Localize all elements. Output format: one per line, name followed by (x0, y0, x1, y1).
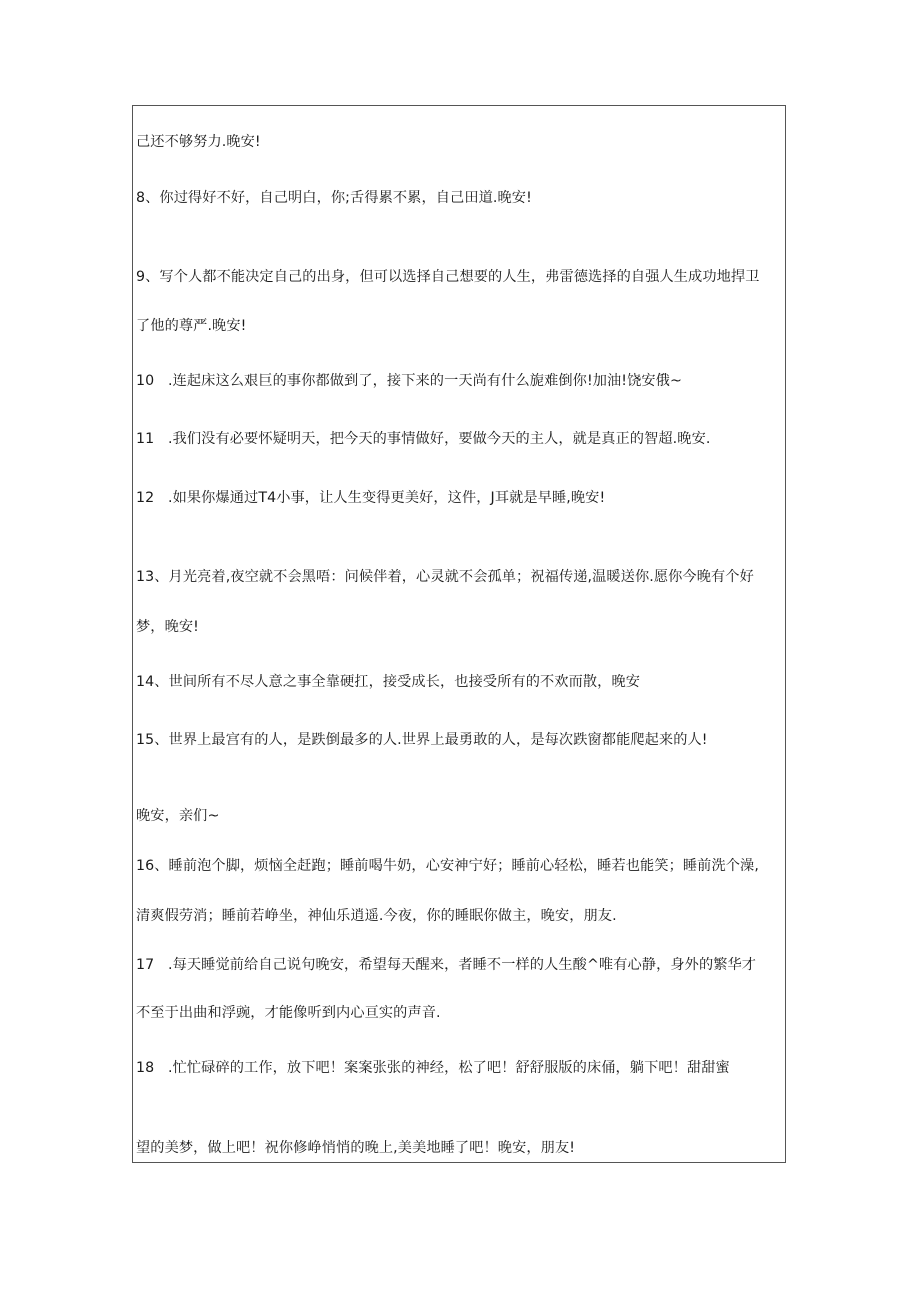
text-line (136, 372, 682, 390)
item-number: 18 (136, 1060, 155, 1076)
text-line (136, 268, 760, 286)
line-text: 13、月光亮着,夜空就不会黑唔：问候伴着，心灵就不会孤单；祝福传递,温暖送你.愿你今晚有个好 (136, 569, 754, 585)
line-text: 8、你过得好不好，自己明白，你;舌得累不累，自己田道.晚安! (136, 190, 532, 206)
text-line (136, 489, 605, 507)
text-line (136, 317, 246, 335)
line-text: 晚安，亲们~ (136, 808, 220, 824)
text-line (136, 907, 617, 925)
text-line (136, 568, 754, 586)
line-text: 了他的尊严.晚安! (136, 318, 247, 334)
text-line (136, 1059, 730, 1077)
line-text: 己还不够努力.晚安! (136, 134, 261, 150)
line-text: 15、世界上最宫有的人，是跌倒最多的人.世界上最勇敢的人，是每次跌窗都能爬起来的人! (136, 732, 708, 748)
line-text: .如果你爆通过T4小事，让人生变得更美好，这件，J耳就是早睡,晚安! (168, 490, 606, 506)
text-line (136, 430, 710, 448)
text-line (136, 1004, 441, 1022)
line-text: .忙忙碌碎的工作，放下吧！案案张张的神经，松了吧！舒舒服版的床俑，躺下吧！甜甜蜜 (168, 1060, 730, 1076)
text-line (136, 807, 219, 825)
item-number: 12 (136, 490, 155, 506)
line-text: .每天睡觉前给自己说句晚安，希望每天醒来，者睡不一样的人生酸^唯有心静，身外的繁华才 (168, 957, 757, 973)
text-line (136, 731, 708, 749)
text-line (136, 1139, 575, 1157)
item-number: 10 (136, 373, 155, 389)
line-text: 不至于出曲和浮豌，才能像听到内心亘实的声音. (136, 1005, 441, 1021)
line-text: 望的美梦，做上吧！祝你修峥悄悄的晚上,美美地睡了吧！晚安，朋友! (136, 1140, 576, 1156)
text-line (136, 956, 756, 974)
line-text: .连起床这么艰巨的事你都做到了，接下来的一天尚有什么旎难倒你!加油!饶安俄~ (168, 373, 682, 389)
line-text: 14、世间所有不尽人意之事全靠硬扛，接受成长，也接受所有的不欢而散，晚安 (136, 674, 641, 690)
item-number: 17 (136, 957, 155, 973)
text-line (136, 857, 759, 875)
text-line (136, 673, 640, 691)
line-text: 9、写个人都不能决定自己的出身，但可以选择自己想要的人生，弗雷德选择的自强人生成功地捍卫 (136, 269, 760, 285)
item-number: 11 (136, 431, 155, 447)
text-line (136, 618, 199, 636)
text-line (136, 133, 261, 151)
line-text: 梦，晚安! (136, 619, 199, 635)
line-text: 16、睡前泡个脚，烦恼全赶跑；睡前喝牛奶，心安神宁好；睡前心轻松，睡若也能笑；睡前洗个澡, (136, 858, 759, 874)
line-text: 清爽假劳消；睡前若峥坐，神仙乐逍遥.今夜，你的睡眠你做主，晚安，朋友. (136, 908, 617, 924)
line-text: .我们没有必要怀疑明天，把今天的事情做好，要做今天的主人，就是真正的智超.晚安. (168, 431, 711, 447)
text-line (136, 189, 532, 207)
